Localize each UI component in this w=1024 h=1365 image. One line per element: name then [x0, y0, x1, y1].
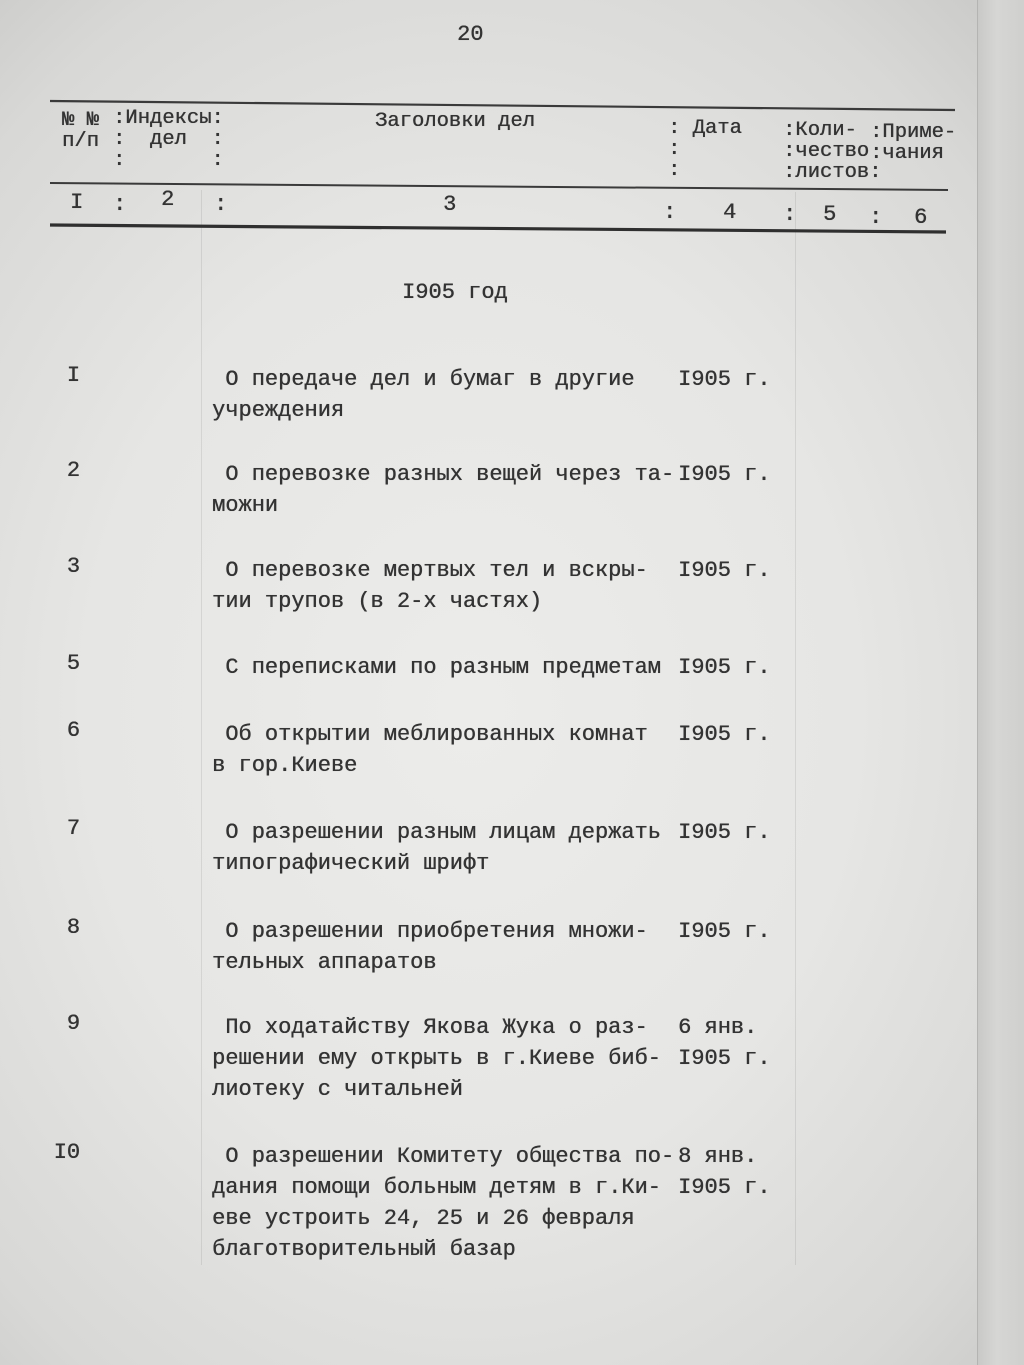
table-row	[0, 1011, 1024, 1102]
header-title-column	[375, 111, 535, 132]
entry-title-line: типографический шрифт	[212, 851, 490, 876]
header-date-line: : Дата	[668, 117, 742, 140]
table-row	[0, 718, 1024, 778]
entry-date-line: I905 г.	[678, 722, 771, 747]
entry-date	[678, 916, 798, 947]
header-middle-rule	[50, 183, 948, 190]
table-row	[0, 1140, 1024, 1262]
entry-number: I0	[53, 1140, 80, 1165]
entry-number: 9	[66, 1011, 80, 1036]
header-title-label: Заголовки дел	[375, 110, 535, 133]
entry-date-line: I905 г.	[678, 367, 771, 392]
entry-number: 8	[66, 915, 80, 940]
entry-title	[212, 652, 682, 683]
entry-number: I	[66, 363, 80, 388]
header-number-line: № №	[62, 109, 99, 132]
header-index-column	[113, 108, 224, 171]
entry-title-line: в гор.Киеве	[212, 753, 358, 778]
entry-date	[678, 1012, 798, 1074]
entry-title-line: тельных аппаратов	[212, 950, 437, 975]
entry-number: 6	[66, 718, 80, 743]
entry-date-line: I905 г.	[678, 919, 771, 944]
entry-title	[212, 916, 682, 978]
entry-title	[212, 555, 682, 617]
entry-title-line: дания помощи больным детям в г.Ки-	[212, 1175, 661, 1200]
entry-title	[212, 719, 682, 781]
header-notes-column	[870, 122, 956, 164]
entry-date	[678, 817, 798, 848]
header-index-line: : дел :	[113, 128, 224, 151]
entry-title-line: О разрешении Комитету общества по-	[225, 1144, 675, 1169]
entry-title-line: можни	[212, 493, 279, 518]
header-number-column	[62, 110, 99, 152]
entry-date-line: I905 г.	[678, 655, 771, 680]
section-heading-year: I905 год	[402, 280, 508, 305]
header-date-column	[668, 118, 742, 181]
entry-date-line: I905 г.	[678, 1046, 771, 1071]
entry-title	[212, 364, 682, 426]
entry-title-line: Об открытии меблированных комнат	[225, 722, 648, 747]
entry-title-line: О разрешении приобретения множи-	[225, 919, 648, 944]
table-row	[0, 915, 1024, 975]
table-row	[0, 816, 1024, 876]
header-index-line: :Индексы:	[113, 107, 224, 130]
column-separator: :	[663, 200, 677, 225]
table-row	[0, 458, 1024, 518]
column-number: 3	[443, 192, 457, 217]
entry-title	[212, 1141, 682, 1265]
entry-date	[678, 364, 798, 395]
column-separator: :	[869, 205, 883, 230]
header-sheets-line: :чество	[783, 140, 870, 163]
entry-date-line: I905 г.	[678, 1175, 771, 1200]
entry-title-line: учреждения	[212, 398, 345, 423]
entry-number: 7	[66, 816, 80, 841]
column-separator: :	[214, 192, 228, 217]
header-sheets-line: :листов:	[783, 161, 882, 184]
entry-date	[678, 459, 798, 490]
header-sheets-line: :Коли-	[783, 119, 857, 142]
entry-title-line: лиотеку с читальней	[212, 1077, 463, 1102]
column-separator: :	[783, 202, 797, 227]
entry-title-line: О перевозке разных вещей через та-	[225, 462, 675, 487]
header-notes-line: :Приме-	[870, 121, 957, 144]
entry-title-line: благотворительный базар	[212, 1237, 516, 1262]
header-number-line: п/п	[62, 130, 99, 153]
entry-title	[212, 1012, 682, 1105]
header-bottom-rule	[50, 225, 946, 232]
table-row	[0, 554, 1024, 614]
entry-number: 3	[66, 554, 80, 579]
column-number: 2	[161, 187, 175, 212]
entry-date	[678, 1141, 798, 1203]
entry-date-line: I905 г.	[678, 558, 771, 583]
entry-title-line: По ходатайству Якова Жука о раз-	[225, 1015, 648, 1040]
column-number: 4	[723, 200, 737, 225]
table-row	[0, 651, 1024, 680]
entry-number: 5	[66, 651, 80, 676]
entry-number: 2	[66, 458, 80, 483]
entry-date	[678, 719, 798, 750]
entry-title-line: решении ему открыть в г.Киеве биб-	[212, 1046, 661, 1071]
entry-date	[678, 555, 798, 586]
header-sheets-column	[783, 120, 881, 183]
entry-title-line: тии трупов (в 2-х частях)	[212, 589, 543, 614]
entry-title-line: О разрешении разным лицам держать	[225, 820, 661, 845]
column-number: I	[70, 190, 84, 215]
column-number: 6	[914, 205, 928, 230]
entry-title	[212, 817, 682, 879]
header-notes-line: :чания	[870, 142, 944, 165]
header-date-line: :	[668, 159, 681, 182]
header-index-line: : :	[113, 149, 224, 172]
entry-date-line: 6 янв.	[678, 1015, 758, 1040]
entry-title-line: О передаче дел и бумаг в другие	[225, 367, 635, 392]
header-date-line: :	[668, 138, 681, 161]
entry-date-line: I905 г.	[678, 462, 771, 487]
entry-date-line: 8 янв.	[678, 1144, 758, 1169]
entry-title	[212, 459, 682, 521]
table-row	[0, 363, 1024, 423]
entry-title-line: С переписками по разным предметам	[225, 655, 661, 680]
page-number: 20	[457, 22, 484, 47]
entry-date	[678, 652, 798, 683]
column-number: 5	[823, 202, 837, 227]
entry-title-line: О перевозке мертвых тел и вскры-	[225, 558, 648, 583]
entry-date-line: I905 г.	[678, 820, 771, 845]
entry-title-line: еве устроить 24, 25 и 26 февраля	[212, 1206, 635, 1231]
column-separator: :	[113, 192, 127, 217]
